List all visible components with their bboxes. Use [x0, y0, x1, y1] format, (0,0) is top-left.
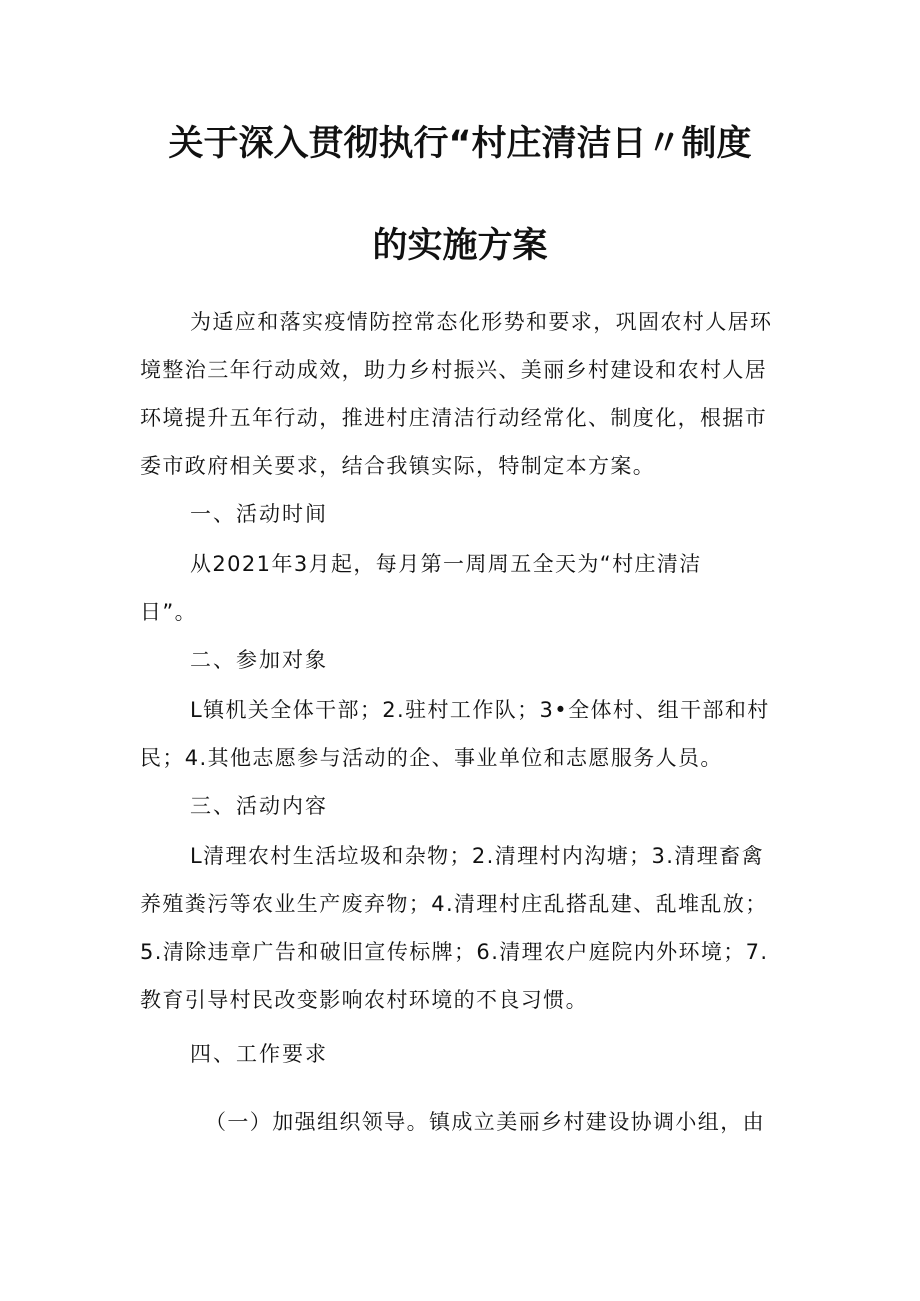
- document-title-line-2: 的实施方案: [372, 226, 548, 266]
- section4-line-1: （一）加强组织领导。镇成立美丽乡村建设协调小组，由: [205, 1110, 765, 1134]
- section-heading-work-requirements: 四、工作要求: [190, 1042, 328, 1066]
- intro-line-2: 境整治三年行动成效，助力乡村振兴、美丽乡村建设和农村人居: [140, 358, 768, 382]
- section2-line-1: L镇机关全体干部；2.驻村工作队；3•全体村、组干部和村: [190, 698, 770, 722]
- section3-line-3: 5.清除违章广告和破旧宣传标牌；6.清理农户庭院内外环境；7.: [140, 940, 769, 964]
- section3-line-4: 教育引导村民改变影响农村环境的不良习惯。: [140, 988, 588, 1012]
- section3-line-2: 养殖粪污等农业生产废弃物；4.清理村庄乱搭乱建、乱堆乱放；: [140, 892, 768, 916]
- section-heading-activity-time: 一、活动时间: [190, 502, 328, 526]
- intro-line-1: 为适应和落实疫情防控常态化形势和要求，巩固农村人居环: [190, 310, 773, 334]
- section2-line-2: 民；4.其他志愿参与活动的企、事业单位和志愿服务人员。: [140, 746, 723, 770]
- section-heading-participants: 二、参加对象: [190, 648, 328, 672]
- section1-line-1: 从2021年3月起，每月第一周周五全天为“村庄清洁: [190, 552, 702, 576]
- section1-line-2: 日”。: [140, 600, 198, 624]
- intro-line-3: 环境提升五年行动，推进村庄清洁行动经常化、制度化，根据市: [140, 406, 768, 430]
- document-title-line-1: 关于深入贯彻执行“村庄清洁日〃制度: [168, 124, 752, 164]
- section-heading-activity-content: 三、活动内容: [190, 794, 328, 818]
- section3-line-1: L清理农村生活垃圾和杂物；2.清理村内沟塘；3.清理畜禽: [190, 844, 764, 868]
- intro-line-4: 委市政府相关要求，结合我镇实际，特制定本方案。: [140, 454, 656, 478]
